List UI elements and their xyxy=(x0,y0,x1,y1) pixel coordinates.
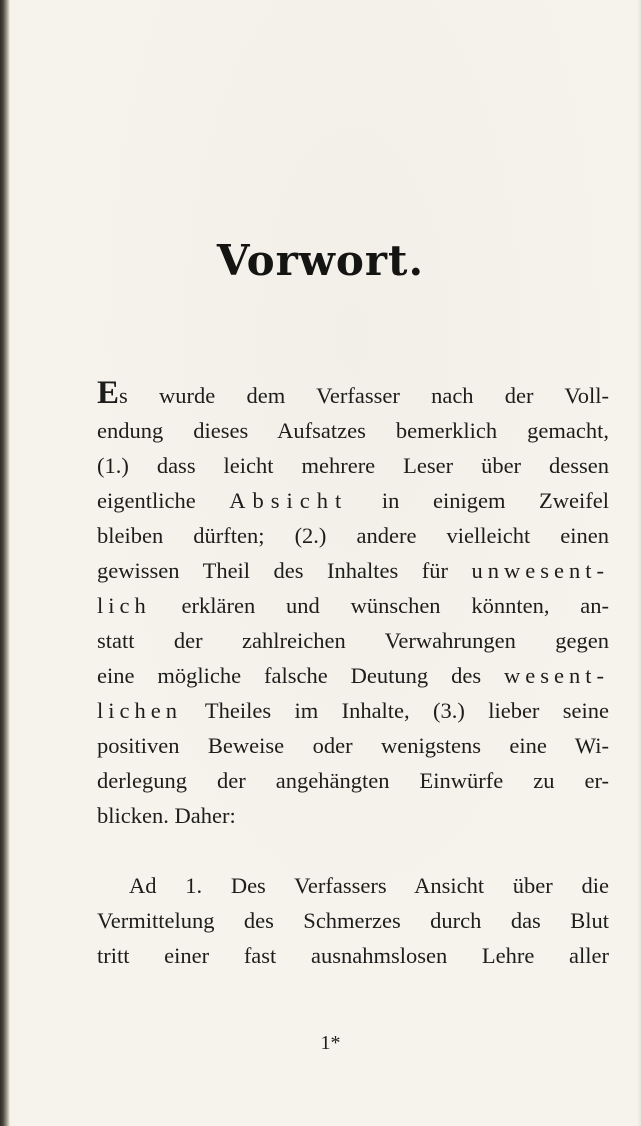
emphasized-word: Absicht xyxy=(229,488,349,513)
paragraph-1-line-6 xyxy=(97,553,609,588)
paragraph-1-line-13: blicken. Daher: xyxy=(97,803,236,828)
paragraph-1-line-8: statt der zahlreichen Verwahrungen gegen xyxy=(97,628,609,653)
line-text: eigentliche xyxy=(97,488,196,513)
line-text: Theiles im Inhalte, (3.) lieber seine xyxy=(204,698,609,723)
emphasized-word: wesent- xyxy=(504,663,610,688)
body-text xyxy=(97,375,610,973)
page-binding-edge xyxy=(0,0,10,1126)
line-text: s wurde dem Verfasser nach der Voll- xyxy=(119,383,609,408)
paragraph-1-line-9 xyxy=(97,658,609,693)
page-heading: Vorwort. xyxy=(216,236,425,285)
emphasized-word: lich xyxy=(97,593,151,618)
paragraph-2-line-3: tritt einer fast ausnahmslosen Lehre aller xyxy=(97,943,609,968)
line-text: eine mögliche falsche Deutung des xyxy=(97,663,482,688)
drop-cap: E xyxy=(97,375,120,411)
page-right-edge xyxy=(637,0,641,1126)
paragraph-1-line-12: derlegung der angehängten Einwürfe zu er- xyxy=(97,768,609,793)
paragraph-2-line-2: Vermittelung des Schmerzes durch das Blut xyxy=(97,908,609,933)
line-text: in einigem Zweifel xyxy=(381,488,610,513)
paragraph-2-line-1: Ad 1. Des Verfassers Ansicht über die xyxy=(129,873,609,898)
paragraph-1-line-11: positiven Beweise oder wenigstens eine Wi- xyxy=(97,733,609,758)
emphasized-word: lichen xyxy=(97,698,182,723)
paragraph-gap xyxy=(97,833,609,868)
emphasized-word: unwesent- xyxy=(471,558,609,583)
paragraph-1-line-7 xyxy=(97,588,609,623)
paragraph-1-line-3: (1.) dass leicht mehrere Leser über dessen xyxy=(97,453,609,478)
signature-mark: 1* xyxy=(320,1032,341,1054)
paragraph-1-line-1 xyxy=(97,375,609,413)
paragraph-1-line-2: endung dieses Aufsatzes bemerklich gemacht, xyxy=(97,418,609,443)
line-text: gewissen Theil des Inhaltes für xyxy=(97,558,449,583)
line-text: erklären und wünschen könnten, an- xyxy=(181,593,609,618)
paragraph-1-line-5: bleiben dürften; (2.) andere vielleicht einen xyxy=(97,523,609,548)
paragraph-1-line-10 xyxy=(97,693,609,728)
paragraph-1-line-4 xyxy=(97,483,609,518)
